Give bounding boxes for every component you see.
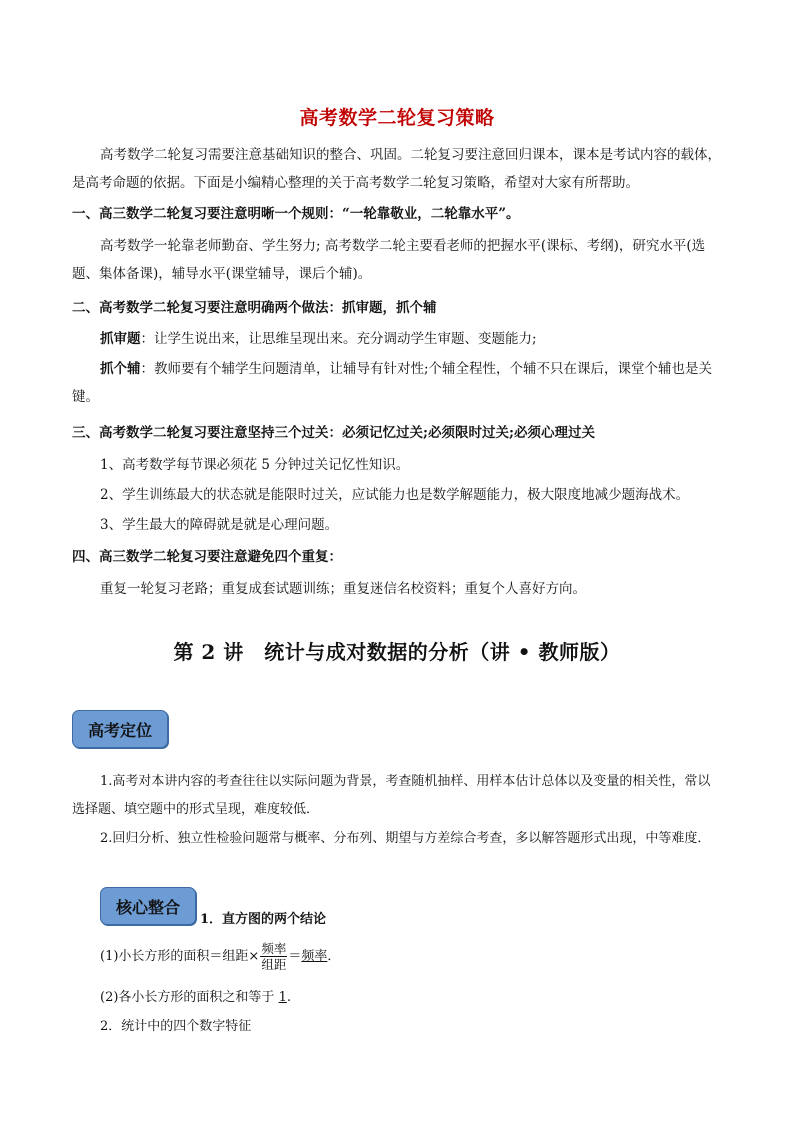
position-paragraph-1 (72, 768, 722, 824)
formula-2-value: 1 (278, 990, 287, 1005)
fraction-denominator: 组距 (261, 957, 287, 972)
fraction-numerator: 频率 (261, 941, 287, 956)
position-text-2: 2.回归分析、独立性检验问题常与概率、分布列、期望与方差综合考查，多以解答题形式出现，中等难度． (100, 831, 711, 846)
section-1-heading: 一、高三数学二轮复习要注意明晰一个规则：“一轮靠敬业，二轮靠水平”。 (72, 206, 520, 222)
section-3-item-2: 2、学生训练最大的状态就是能限时过关，应试能力也是数学解题能力，极大限度地减少题海战术。 (100, 487, 690, 503)
page-title: 高考数学二轮复习策略 (299, 107, 495, 129)
lesson-title: 第 2 讲 统计与成对数据的分析（讲 • 教师版） (173, 640, 621, 664)
equals-sign: ＝ (288, 949, 302, 964)
section-1-text: 高考数学一轮靠老师勤奋、学生努力; 高考数学二轮主要看老师的把握水平(课标、考纲)，研究水平(选题、集体备课)，辅导水平(课堂辅导，课后个辅)。 (72, 238, 706, 282)
core-heading-2: 2．统计中的四个数字特征 (100, 1019, 252, 1034)
section-2-paragraph-2 (72, 355, 722, 411)
section-2-label-2: 抓个辅 (100, 361, 141, 377)
intro-paragraph (72, 141, 722, 197)
section-2-text-2: ：教师要有个辅学生问题清单，让辅导有针对性;个辅全程性，个辅不只在课后，课堂个辅也是关键。 (72, 361, 713, 405)
position-paragraph-2 (72, 825, 722, 853)
fraction (260, 941, 287, 972)
formula-2 (100, 983, 730, 1013)
section-4-heading: 四、高三数学二轮复习要注意避免四个重复： (72, 549, 342, 565)
section-4-text: 重复一轮复习老路；重复成套试题训练；重复迷信名校资料；重复个人喜好方向。 (100, 581, 586, 597)
section-2-label-1: 抓审题 (100, 331, 141, 347)
formula-2-prefix: (2)各小长方形的面积之和等于 (100, 990, 275, 1005)
formula-1-result: 频率 (301, 949, 328, 964)
core-heading-1: 1．直方图的两个结论 (200, 912, 327, 927)
section-2-paragraph-1 (72, 325, 722, 353)
formula-2-end: . (286, 990, 291, 1005)
intro-text: 高考数学二轮复习需要注意基础知识的整合、巩固。二轮复习要注意回归课本，课本是考试内容的载体，是高考命题的依据。下面是小编精心整理的关于高考数学二轮复习策略，希望对大家有所帮助。 (72, 147, 721, 191)
formula-1-end: ． (327, 949, 341, 964)
section-1-paragraph (72, 232, 722, 288)
formula-1 (100, 941, 730, 972)
section-2-text-1: ：让学生说出来，让思维呈现出来。充分调动学生审题、变题能力; (140, 331, 537, 347)
badge-exam-position: 高考定位 (72, 710, 168, 748)
formula-1-prefix: (1)小长方形的面积＝组距× (100, 949, 260, 964)
section-3-heading: 三、高考数学二轮复习要注意坚持三个过关：必须记忆过关;必须限时过关;必须心理过关 (72, 425, 595, 441)
badge-core-integration: 核心整合 (100, 887, 196, 925)
section-3-item-3: 3、学生最大的障碍就是就是心理问题。 (100, 517, 339, 533)
section-3-item-1: 1、高考数学每节课必须花 5 分钟过关记忆性知识。 (100, 457, 410, 473)
section-2-heading: 二、高考数学二轮复习要注意明确两个做法：抓审题，抓个辅 (72, 300, 437, 316)
position-text-1: 1.高考对本讲内容的考查往往以实际问题为背景，考查随机抽样、用样本估计总体以及变量的相关性，常以选择题、填空题中的形式呈现，难度较低． (72, 774, 711, 817)
